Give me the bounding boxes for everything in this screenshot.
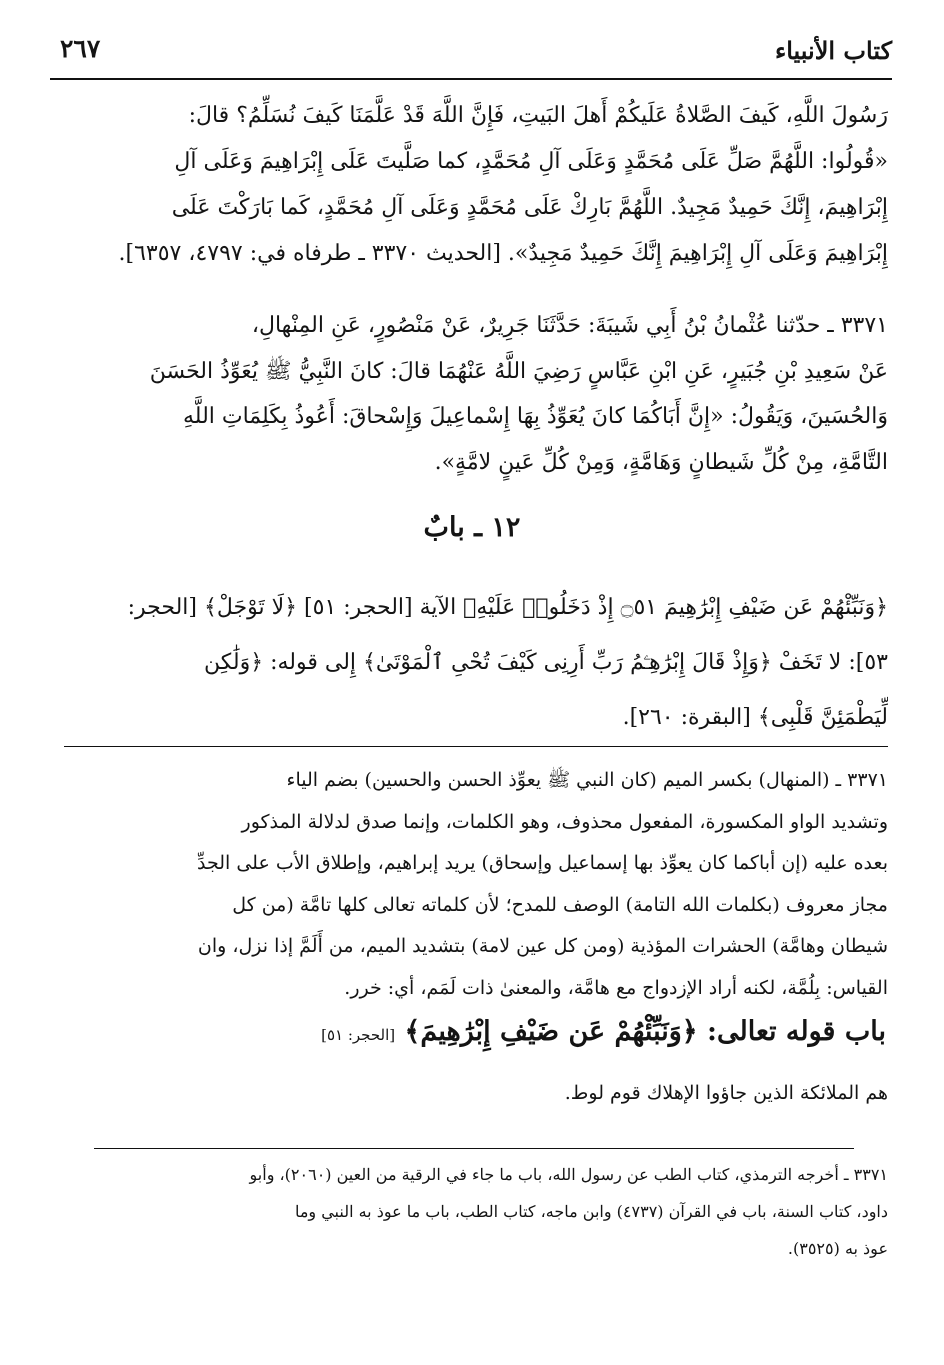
running-header <box>50 22 892 80</box>
text-line: لِّيَطْمَئِنَّ قَلْبِى﴾ [البقرة: ٢٦٠]. <box>622 705 888 730</box>
text-line: هم الملائكة الذين جاؤوا الإهلاك قوم لوط. <box>564 1082 888 1104</box>
text-line: ﴿وَنَبِّئْهُمْ عَن ضَيْفِ إِبْرَٰهِيمَ ۝٥١ إِذْ دَخَلُوا۟ عَلَيْهِ﴾ الآية [الحجر: ٥١] ﴿لَا تَوْجَلْ﴾ [الحجر: <box>127 595 888 620</box>
footnote-divider <box>94 1148 854 1149</box>
bab-qawlihi-prefix: باب قوله تعالى: <box>707 1016 886 1047</box>
commentary-block <box>64 760 888 1009</box>
bab-qawlihi-ref: [الحجر: ٥١] <box>321 1026 396 1044</box>
text-line: رَسُولَ اللَّهِ، كَيفَ الصَّلاةُ عَلَيكُمْ أَهلَ البَيتِ، فَإِنَّ اللَّهَ قَدْ عَلَّمَنَا كَيفَ نُسَلِّمُ؟ قالَ: <box>188 103 888 128</box>
text-line: عَنْ سَعِيدِ بْنِ جُبَيرٍ، عَنِ ابْنِ عَبَّاسٍ رَضِيَ اللَّهُ عَنْهُمَا قالَ: كانَ النَّبِيُّ ﷺ يُعَوِّذُ الحَسَنَ <box>149 358 888 384</box>
text-line: عوذ به (٣٥٢٥). <box>787 1239 888 1258</box>
commentary-divider <box>64 746 888 747</box>
hadith-3371 <box>64 303 888 485</box>
text-line: إِبْرَاهِيمَ، إِنَّكَ حَمِيدٌ مَجِيدٌ. اللَّهُمَّ بَارِكْ عَلَى مُحَمَّدٍ وَعَلَى آلِ مُحَمَّدٍ، كَما بَارَكْتَ عَلَى <box>171 195 888 220</box>
text-line: بعده عليه (إن أباكما كان يعوِّذ بها إسماعيل وإسحاق) يريد إبراهيم، وإطلاق الأب على الجدِّ <box>197 852 888 874</box>
page-number: ٢٦٧ <box>60 34 101 63</box>
text-line: إِبْرَاهِيمَ وَعَلَى آلِ إِبْرَاهِيمَ إِنَّكَ حَمِيدٌ مَجِيدٌ». [الحديث ٣٣٧٠ ـ طرفاه في: ٤٧٩٧، ٦٣٥٧]. <box>118 241 888 266</box>
text-line: التَّامَّةِ، مِنْ كُلِّ شَيطانٍ وَهَامَّةٍ، وَمِنْ كُلِّ عَينٍ لامَّةٍ». <box>434 449 888 475</box>
text-line: مجاز معروف (بكلمات الله التامة) الوصف للمدح؛ لأن كلماته تعالى كلها تامَّة (من كل <box>232 893 888 916</box>
quran-verses-block <box>64 580 888 745</box>
text-line: شيطان وهامَّة) الحشرات المؤذية (ومن كل عين لامة) بتشديد الميم، من أَلَمَّ إذا نزل، وان <box>197 935 888 957</box>
text-line: وَالحُسَينَ، وَيَقُولُ: «إِنَّ أَبَاكُمَا كانَ يُعَوِّذُ بِهَا إِسْماعِيلَ وَإِسْحاقَ: أَعُوذُ بِكَلِمَاتِ اللَّهِ <box>182 404 888 429</box>
footnote-block <box>64 1156 888 1267</box>
chapter-heading: ١٢ ـ بابٌ <box>423 512 521 543</box>
bab-qawlihi-heading <box>110 1016 886 1047</box>
text-line: ٣٣٧١ ـ أخرجه الترمذي، كتاب الطب عن رسول الله، باب ما جاء في الرقية من العين (٢٠٦٠)، وأبو <box>249 1165 888 1184</box>
text-line: وتشديد الواو المكسورة، المفعول محذوف، وهو الكلمات، وإنما صدق لدلالة المذكور <box>241 810 888 833</box>
text-line: ٣٣٧١ ـ (المنهال) بكسر الميم (كان النبي ﷺ يعوِّذ الحسن والحسين) بضم الياء <box>286 769 888 791</box>
hadith-3370-continuation <box>64 93 888 277</box>
bab-qawlihi-verse: ﴿وَنَبِّئْهُمْ عَن ضَيْفِ إِبْرَٰهِيمَ﴾ <box>404 1016 698 1047</box>
text-line: ٣٣٧١ ـ حدّثنا عُثْمانُ بْنُ أَبِي شَيبَةَ: حَدَّثَنَا جَرِيرٌ، عَنْ مَنْصُورٍ، عَنِ المِنْهالِ، <box>251 313 888 338</box>
text-line: ٥٣]: لا تَخَفْ ﴿وَإِذْ قَالَ إِبْرَٰهِـۧمُ رَبِّ أَرِنِى كَيْفَ تُحْىِ ٱلْمَوْتَىٰ﴾ إِلى قوله: ﴿وَلَٰكِن <box>203 650 888 675</box>
book-title: كتاب الأنبياء <box>774 36 892 65</box>
text-line: «قُولُوا: اللَّهُمَّ صَلِّ عَلَى مُحَمَّدٍ وَعَلَى آلِ مُحَمَّدٍ، كما صَلَّيتَ عَلَى إِبْرَاهِيمَ وَعَلَى آلِ <box>174 149 888 174</box>
angels-explanation <box>64 1072 888 1114</box>
text-line: القياس: بِلُمَّة، لكنه أراد الإزدواج مع هامَّة، والمعنىٰ ذات لَمَم، أي: خرر. <box>344 976 888 999</box>
text-line: داود، كتاب السنة، باب في القرآن (٤٧٣٧) وابن ماجه، كتاب الطب، باب ما عوذ به النبي وما <box>294 1202 888 1221</box>
header-rule <box>50 78 892 80</box>
